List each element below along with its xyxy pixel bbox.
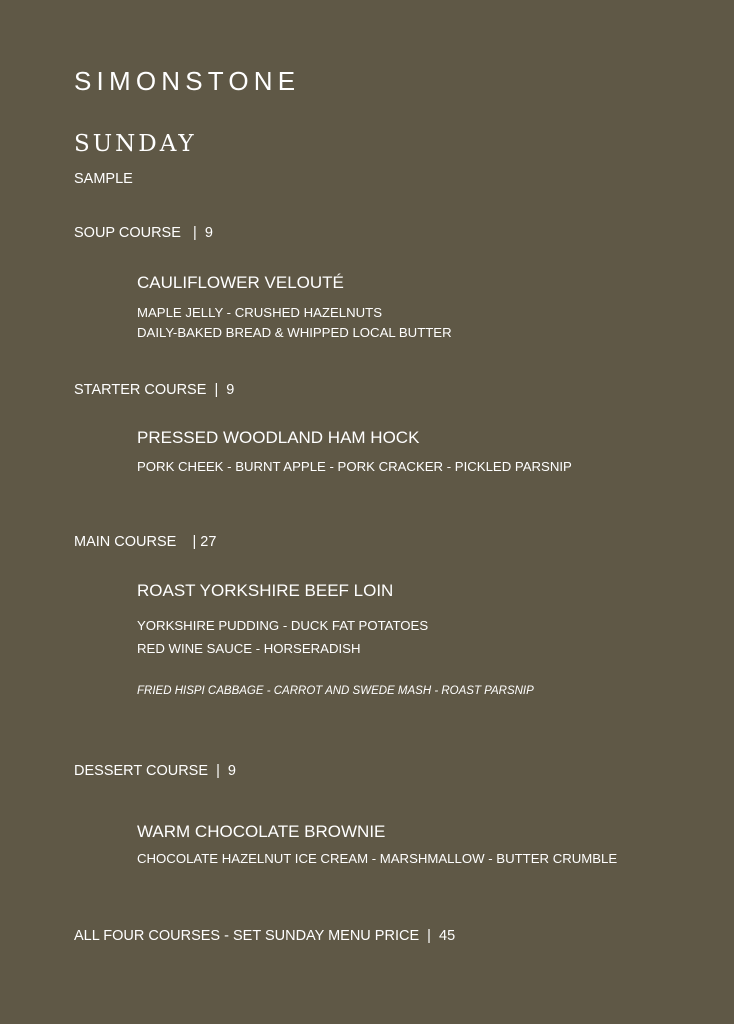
- dish-description: DAILY-BAKED BREAD & WHIPPED LOCAL BUTTER: [137, 325, 452, 340]
- dish-description: YORKSHIRE PUDDING - DUCK FAT POTATOES: [137, 618, 429, 633]
- set-menu-price: [74, 927, 455, 945]
- dish-title-soup: CAULIFLOWER VELOUTÉ: [137, 273, 344, 292]
- dish-description: MAPLE JELLY - CRUSHED HAZELNUTS: [137, 305, 383, 320]
- course-heading-main: [74, 533, 216, 551]
- dish-description: PORK CHEEK - BURNT APPLE - PORK CRACKER - PICKLED PARSNIP: [137, 459, 572, 474]
- course-heading-soup: [74, 224, 213, 242]
- dish-title-dessert: WARM CHOCOLATE BROWNIE: [137, 822, 386, 841]
- course-heading-starter: [74, 381, 234, 399]
- course-separator: |: [176, 534, 201, 550]
- course-price: 9: [204, 225, 213, 241]
- course-name: DESSERT COURSE: [74, 763, 209, 779]
- course-price: 9: [226, 382, 235, 398]
- course-separator: |: [208, 763, 228, 779]
- course-heading-dessert: [74, 762, 236, 780]
- menu-subtitle: SAMPLE: [74, 171, 133, 187]
- course-price: 27: [200, 534, 217, 550]
- dish-description: CHOCOLATE HAZELNUT ICE CREAM - MARSHMALLOW - BUTTER CRUMBLE: [137, 851, 618, 866]
- course-name: STARTER COURSE: [74, 382, 207, 398]
- course-separator: |: [206, 382, 227, 398]
- set-menu-price-value: 45: [439, 928, 456, 944]
- dish-description: RED WINE SAUCE - HORSERADISH: [137, 641, 361, 656]
- set-menu-label: ALL FOUR COURSES - SET SUNDAY MENU PRICE: [74, 928, 420, 944]
- course-separator: |: [180, 225, 205, 241]
- menu-title: SUNDAY: [74, 131, 197, 157]
- set-menu-separator: |: [419, 928, 440, 944]
- dish-title-main: ROAST YORKSHIRE BEEF LOIN: [137, 581, 394, 600]
- brand-name: SIMONSTONE: [74, 66, 301, 96]
- course-name: SOUP COURSE: [74, 225, 181, 241]
- dish-title-starter: PRESSED WOODLAND HAM HOCK: [137, 428, 420, 447]
- course-name: MAIN COURSE: [74, 534, 177, 550]
- course-price: 9: [227, 763, 236, 779]
- dish-sides: FRIED HISPI CABBAGE - CARROT AND SWEDE MASH - ROAST PARSNIP: [137, 685, 534, 697]
